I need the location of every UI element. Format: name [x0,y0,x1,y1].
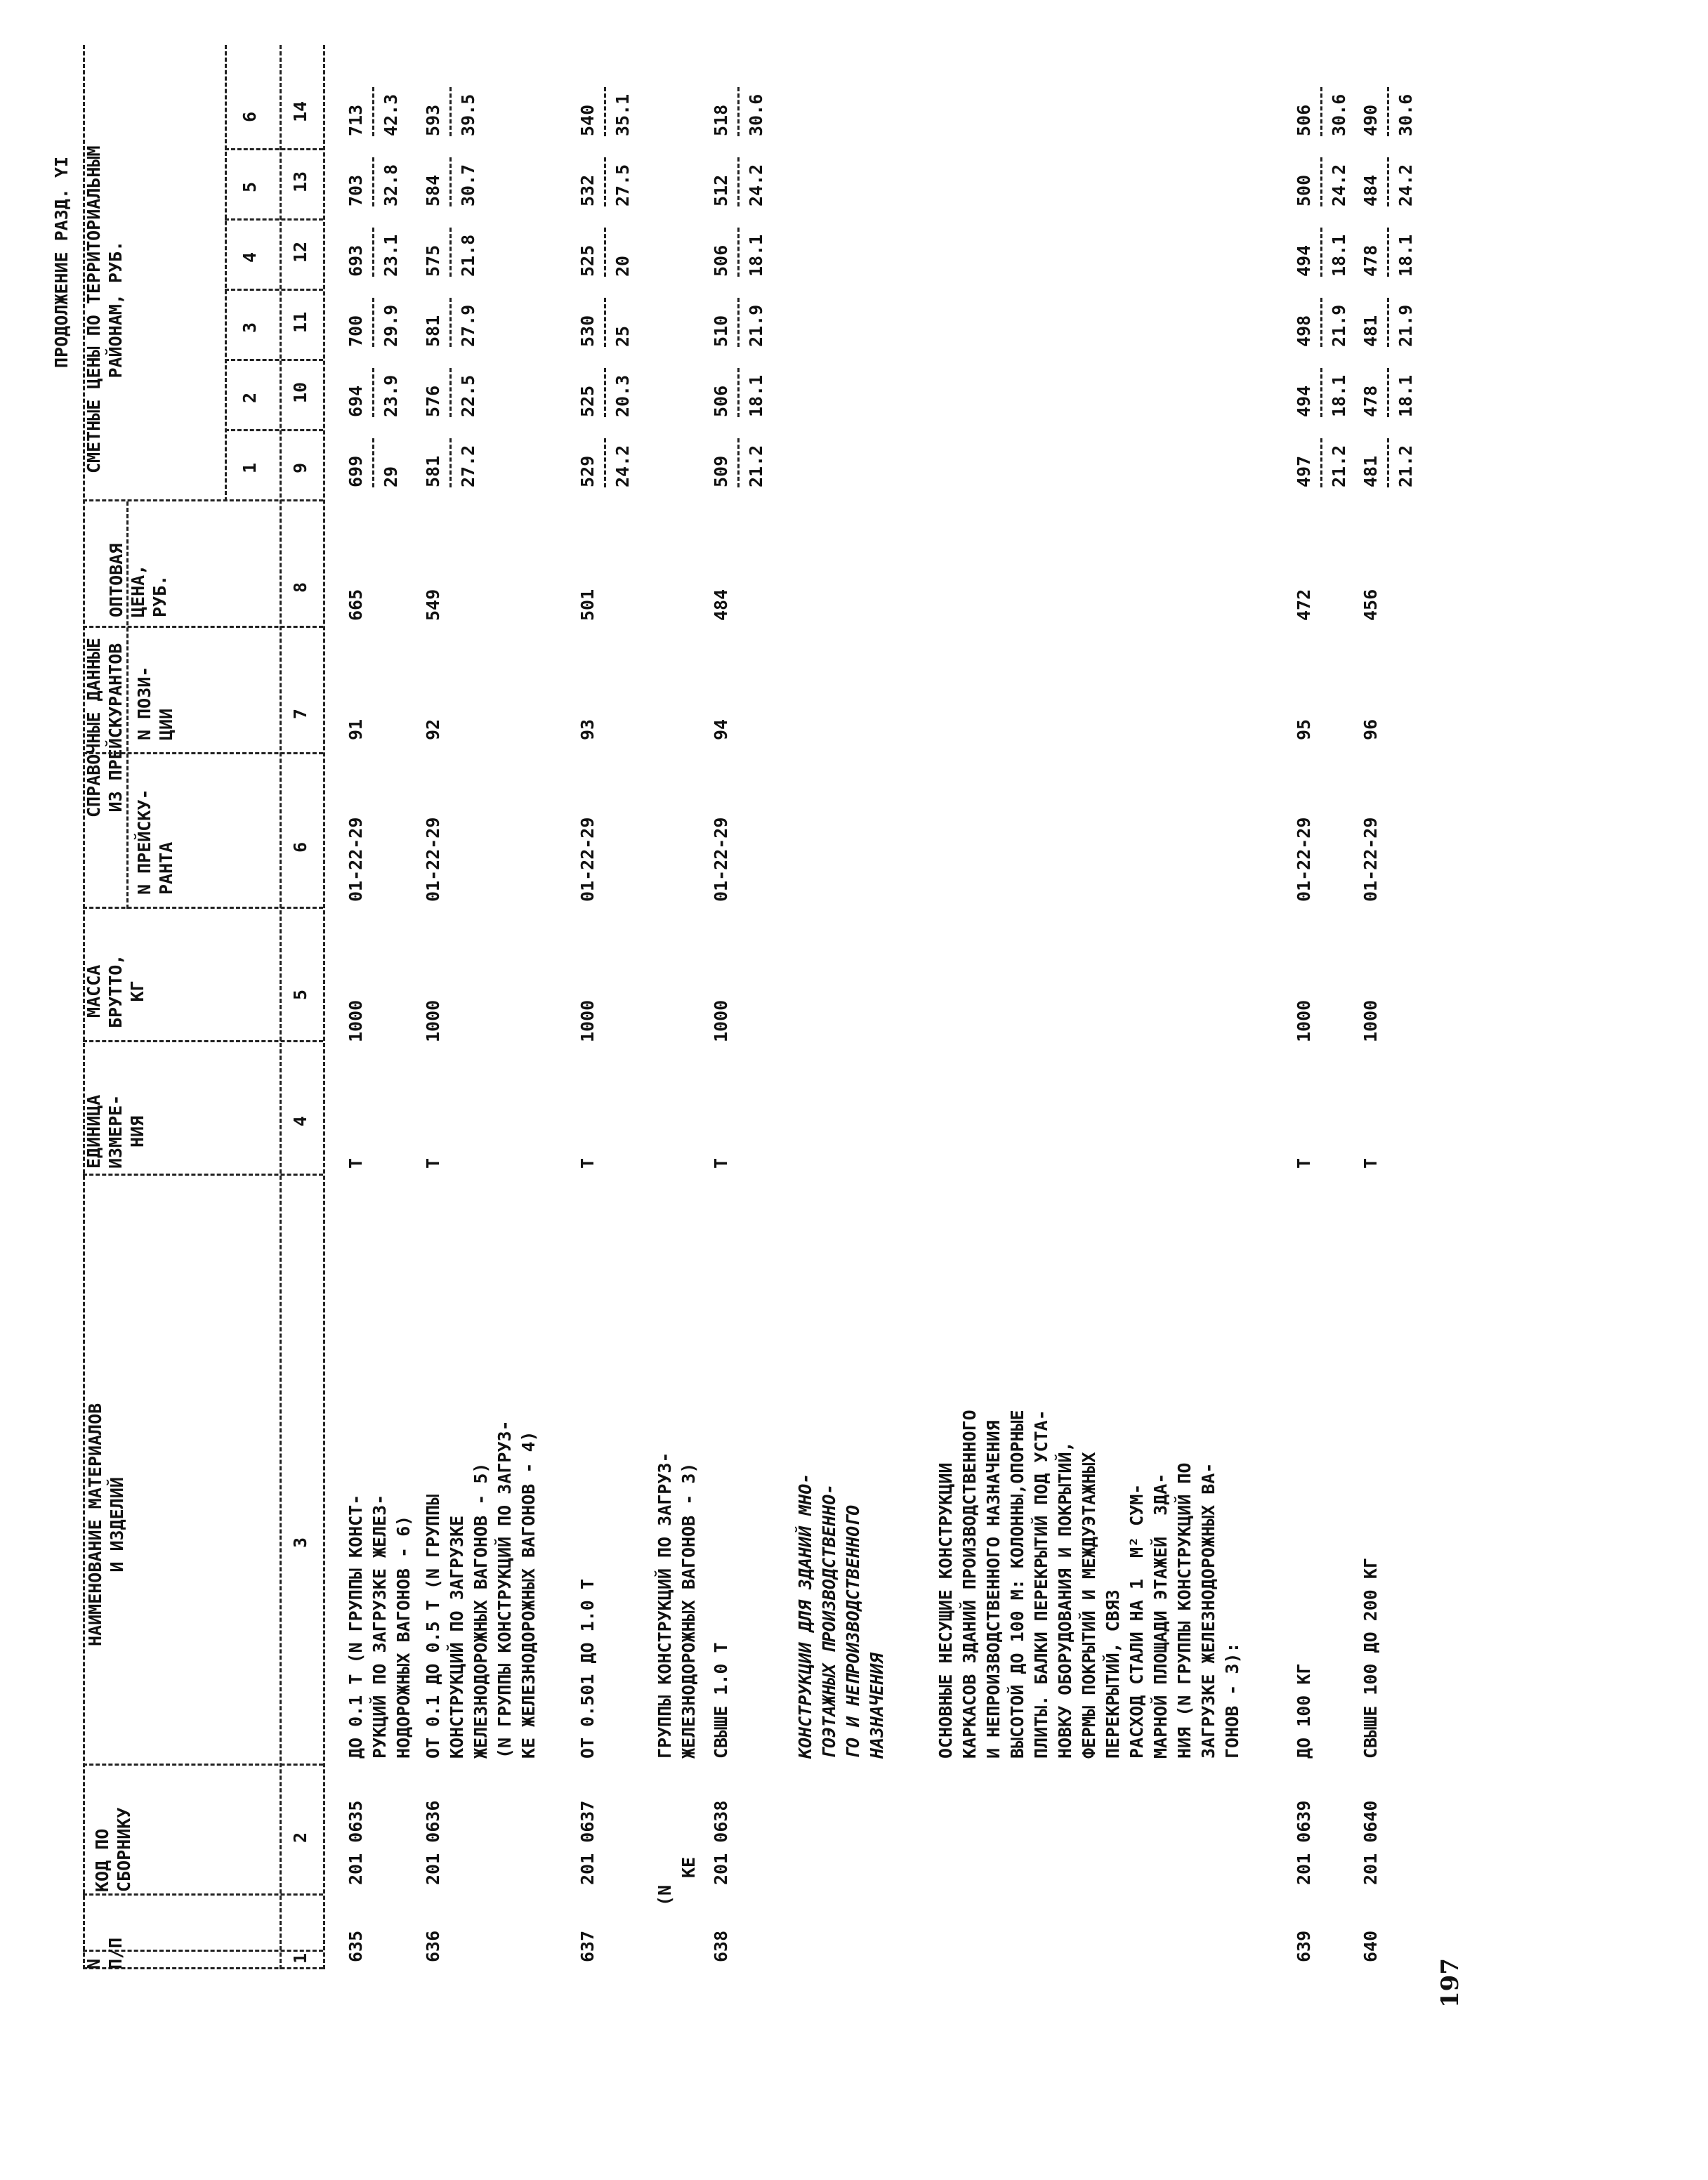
col-number-11: 11 [290,311,310,333]
region-price-bottom: 22.5 [458,374,478,417]
col-divider [83,1174,323,1176]
row-wholesale: 549 [423,589,443,621]
row-unit: Т [1360,1157,1381,1169]
fraction-line [449,368,452,417]
row-position: 94 [711,718,731,740]
fraction-line [449,157,452,206]
region-price-top: 593 [423,104,443,136]
region-price-bottom: 23.9 [381,374,401,417]
col-divider [83,499,323,501]
col-header-mass: МАССА БРУТТО, КГ [84,954,147,1028]
region-price-top: 576 [423,385,443,417]
col-header-code: КОД ПО СБОРНИКУ [92,1807,134,1892]
col-number-5: 5 [290,989,310,1000]
fraction-line [737,87,740,136]
col-divider [225,359,323,361]
region-price-top: 575 [423,244,443,277]
fraction-line [604,368,606,417]
col-number-8: 8 [290,582,310,593]
row-name: ДО 100 КГ [1294,1663,1314,1759]
fraction-line [1387,438,1389,487]
page-number: 197 [1436,1958,1464,2008]
region-price-top: 525 [577,244,598,277]
region-price-bottom: 18.1 [1329,234,1349,277]
row-np: 640 [1360,1930,1381,1962]
region-price-bottom: 20.3 [612,374,633,417]
region-price-top: 481 [1360,315,1381,347]
row-np: 639 [1294,1930,1314,1962]
row-name: ОТ 0.501 ДО 1.0 Т [577,1579,598,1759]
col-number-4: 4 [290,1115,310,1127]
region-price-top: 497 [1294,455,1314,487]
header-sub-rule [126,501,129,909]
fraction-line [737,228,740,277]
row-name: СВЫШЕ 100 ДО 200 КГ [1360,1558,1381,1759]
row-np: 635 [346,1930,366,1962]
col-header-price-list: N ПРЕЙСКУ- РАНТА [134,789,176,895]
col-divider [225,218,323,221]
row-np: 638 [711,1930,731,1962]
region-price-bottom: 30.6 [746,93,766,136]
region-price-bottom: 21.9 [1329,304,1349,347]
region-price-top: 703 [346,174,366,206]
region-price-top: 506 [1294,104,1314,136]
fraction-line [1320,228,1322,277]
fraction-line [1320,438,1322,487]
col-header-region-3: 3 [239,322,260,333]
fraction-line [1320,298,1322,347]
row-code: 201 0636 [423,1800,443,1885]
header-sub-rule [225,45,227,501]
fraction-line [604,87,606,136]
region-price-top: 500 [1294,174,1314,206]
col-header-position: N ПОЗИ- ЦИИ [134,666,176,740]
region-price-top: 512 [711,174,731,206]
region-price-top: 699 [346,455,366,487]
col-header-np: N П/П [84,1937,126,1969]
col-header-regions-group: СМЕТНЫЕ ЦЕНЫ ПО ТЕРРИТОРИАЛЬНЫМ РАЙОНАМ, РУБ. [84,145,126,473]
row-mass: 1000 [1294,999,1314,1042]
fraction-line [737,438,740,487]
fraction-line [604,228,606,277]
region-price-top: 532 [577,174,598,206]
col-divider [83,1040,323,1042]
region-price-top: 518 [711,104,731,136]
region-price-bottom: 21.2 [1395,445,1416,487]
region-price-top: 581 [423,455,443,487]
section-text: ОСНОВНЫЕ НЕСУЩИЕ КОНСТРУКЦИИ КАРКАСОВ ЗДАНИЙ ПРОИЗВОДСТВЕННОГО И НЕПРОИЗВОДСТВЕННОГО НАЗНАЧЕНИЯ ВЫСОТОЙ ДО 100 М: КОЛОННЫ,ОПОРНЫЕ ПЛИТЫ. БАЛКИ ПЕРЕКРЫТИЙ ПОД УСТА- НОВКУ ОБОРУДОВАНИЯ И ПОКРЫТИЙ, ФЕРМЫ ПОКРЫТИЙ И МЕЖДУЭТАЖНЫХ ПЕРЕКРЫТИЙ, СВЯЗ РАСХОД СТАЛИ НА 1 М² СУМ- МАРНОЙ ПЛОЩАДИ ЭТАЖЕЙ ЗДА- НИЯ (N ГРУППЫ КОНСТРУКЦИЙ ПО ЗАГРУЗКЕ ЖЕЛЕЗНОДОРОЖНЫХ ВА- ГОНОВ - 3): [935,1410,1242,1759]
col-number-3: 3 [290,1537,310,1548]
region-price-bottom: 24.2 [1329,164,1349,206]
region-price-bottom: 24.2 [612,445,633,487]
region-price-bottom: 21.9 [1395,304,1416,347]
row-position: 95 [1294,718,1314,740]
region-price-bottom: 18.1 [746,234,766,277]
fraction-line [372,438,374,487]
region-price-bottom: 29.9 [381,304,401,347]
col-number-9: 9 [290,462,310,473]
region-price-bottom: 18.1 [1395,374,1416,417]
row-name: ОТ 0.1 ДО 0.5 Т (N ГРУППЫ КОНСТРУКЦИЙ ПО ЗАГРУЗКЕ ЖЕЛЕЗНОДОРОЖНЫХ ВАГОНОВ - 5) (N ГРУППЫ КОНСТРУКЦИЙ ПО ЗАГРУЗ- КЕ ЖЕЛЕЗНОДОРОЖНЫХ ВАГОНОВ - 4) [423,1420,539,1759]
page-header: ПРОДОЛЖЕНИЕ РАЗД. YI [51,156,72,368]
row-position: 93 [577,718,598,740]
col-number-6: 6 [290,841,310,853]
region-price-top: 498 [1294,315,1314,347]
region-price-bottom: 21.8 [458,234,478,277]
fraction-line [1320,368,1322,417]
col-header-wholesale: ОПТОВАЯ ЦЕНА, РУБ. [106,543,170,617]
row-position: 92 [423,718,443,740]
region-price-top: 494 [1294,244,1314,277]
region-price-top: 490 [1360,104,1381,136]
fraction-line [1387,368,1389,417]
fraction-line [372,298,374,347]
fraction-line [1387,87,1389,136]
region-price-bottom: 27.9 [458,304,478,347]
row-position: 91 [346,718,366,740]
fraction-line [372,87,374,136]
region-price-bottom: 21.2 [1329,445,1349,487]
col-number-13: 13 [290,171,310,192]
fraction-line [604,298,606,347]
region-price-bottom: 24.2 [1395,164,1416,206]
row-price-list: 01-22-29 [577,817,598,902]
region-price-top: 530 [577,315,598,347]
region-price-bottom: 18.1 [1329,374,1349,417]
region-price-bottom: 35.1 [612,93,633,136]
col-header-region-1: 1 [239,462,260,473]
fraction-line [372,228,374,277]
region-price-bottom: 21.9 [746,304,766,347]
col-number-14: 14 [290,100,310,122]
fraction-line [1320,87,1322,136]
row-note-name: ГРУППЫ КОНСТРУКЦИЙ ПО ЗАГРУЗ- [655,1452,675,1759]
fraction-line [1387,298,1389,347]
region-price-top: 700 [346,315,366,347]
col-divider [83,907,323,909]
row-unit: Т [346,1157,366,1169]
region-price-bottom: 18.1 [1395,234,1416,277]
fraction-line [1387,157,1389,206]
fraction-line [737,157,740,206]
region-price-top: 478 [1360,244,1381,277]
col-header-region-4: 4 [239,251,260,263]
fraction-line [604,438,606,487]
row-unit: Т [423,1157,443,1169]
row-unit: Т [577,1157,598,1169]
region-price-top: 481 [1360,455,1381,487]
region-price-bottom: 39.5 [458,93,478,136]
row-code: 201 0637 [577,1800,598,1885]
row-mass: 1000 [711,999,731,1042]
col-divider [83,1893,323,1896]
col-divider [225,429,323,431]
fraction-line [1387,228,1389,277]
fraction-line [1320,157,1322,206]
region-price-top: 584 [423,174,443,206]
row-note-name2: ЖЕЛЕЗНОДОРОЖНЫХ ВАГОНОВ - 3) [678,1462,699,1759]
region-price-bottom: 29 [381,466,401,487]
col-header-name: НАИМЕНОВАНИЕ МАТЕРИАЛОВ И ИЗДЕЛИЙ [85,1403,127,1646]
row-wholesale: 665 [346,589,366,621]
col-number-1: 1 [290,1952,310,1964]
row-np: 636 [423,1930,443,1962]
row-position: 96 [1360,718,1381,740]
row-unit: Т [1294,1157,1314,1169]
col-number-12: 12 [290,241,310,263]
col-number-7: 7 [290,708,310,719]
region-price-top: 525 [577,385,598,417]
fraction-line [372,157,374,206]
fraction-line [737,298,740,347]
row-note-code2: КЕ [678,1856,699,1878]
col-divider [83,626,323,628]
row-mass: 1000 [1360,999,1381,1042]
col-header-ref-group: СПРАВОЧНЫЕ ДАННЫЕ ИЗ ПРЕЙСКУРАНТОВ [84,638,126,817]
region-price-top: 694 [346,385,366,417]
fraction-line [449,438,452,487]
region-price-top: 484 [1360,174,1381,206]
row-price-list: 01-22-29 [346,817,366,902]
region-price-top: 713 [346,104,366,136]
fraction-line [737,368,740,417]
row-name: ДО 0.1 Т (N ГРУППЫ КОНСТ- РУКЦИЙ ПО ЗАГРУЗКЕ ЖЕЛЕЗ- НОДОРОЖНЫХ ВАГОНОВ - 6) [346,1494,414,1759]
col-header-unit: ЕДИНИЦА ИЗМЕРЕ- НИЯ [84,1094,147,1169]
header-number-rule [280,45,282,1969]
region-price-top: 693 [346,244,366,277]
region-price-bottom: 30.7 [458,164,478,206]
region-price-top: 581 [423,315,443,347]
col-divider [225,289,323,291]
region-price-top: 510 [711,315,731,347]
col-number-10: 10 [290,381,310,403]
col-divider [225,148,323,150]
row-price-list: 01-22-29 [1360,817,1381,902]
fraction-line [449,298,452,347]
fraction-line [604,157,606,206]
row-code: 201 0635 [346,1800,366,1885]
row-wholesale: 472 [1294,589,1314,621]
row-code: 201 0638 [711,1800,731,1885]
col-header-region-6: 6 [239,111,260,122]
region-price-bottom: 30.6 [1329,93,1349,136]
col-header-region-2: 2 [239,392,260,403]
col-divider [83,1764,323,1766]
section-heading: КОНСТРУКЦИИ ДЛЯ ЗДАНИЙ МНО- ГОЭТАЖНЫХ ПРОИЗВОДСТВЕННО- ГО И НЕПРОИЗВОДСТВЕННОГО НАЗНАЧЕНИЯ [795,1473,887,1759]
region-price-bottom: 18.1 [746,374,766,417]
region-price-bottom: 21.2 [746,445,766,487]
row-name: СВЫШЕ 1.0 Т [711,1642,731,1759]
col-divider [83,752,323,754]
row-mass: 1000 [346,999,366,1042]
fraction-line [449,87,452,136]
row-mass: 1000 [423,999,443,1042]
col-number-2: 2 [290,1832,310,1843]
row-note-code: (N [655,1884,675,1906]
row-wholesale: 484 [711,589,731,621]
region-price-top: 540 [577,104,598,136]
row-wholesale: 456 [1360,589,1381,621]
row-code: 201 0640 [1360,1800,1381,1885]
region-price-top: 506 [711,244,731,277]
row-price-list: 01-22-29 [1294,817,1314,902]
region-price-top: 509 [711,455,731,487]
region-price-bottom: 32.8 [381,164,401,206]
row-price-list: 01-22-29 [711,817,731,902]
region-price-bottom: 25 [612,325,633,347]
col-header-region-5: 5 [239,181,260,192]
row-price-list: 01-22-29 [423,817,443,902]
region-price-top: 529 [577,455,598,487]
fraction-line [372,368,374,417]
region-price-top: 478 [1360,385,1381,417]
region-price-top: 494 [1294,385,1314,417]
region-price-bottom: 30.6 [1395,93,1416,136]
region-price-bottom: 27.2 [458,445,478,487]
row-wholesale: 501 [577,589,598,621]
row-code: 201 0639 [1294,1800,1314,1885]
row-np: 637 [577,1930,598,1962]
row-mass: 1000 [577,999,598,1042]
region-price-bottom: 27.5 [612,164,633,206]
region-price-bottom: 20 [612,255,633,277]
region-price-bottom: 24.2 [746,164,766,206]
header-bottom-rule [323,45,325,1969]
region-price-bottom: 42.3 [381,93,401,136]
region-price-bottom: 23.1 [381,234,401,277]
region-price-top: 506 [711,385,731,417]
row-unit: Т [711,1157,731,1169]
fraction-line [449,228,452,277]
